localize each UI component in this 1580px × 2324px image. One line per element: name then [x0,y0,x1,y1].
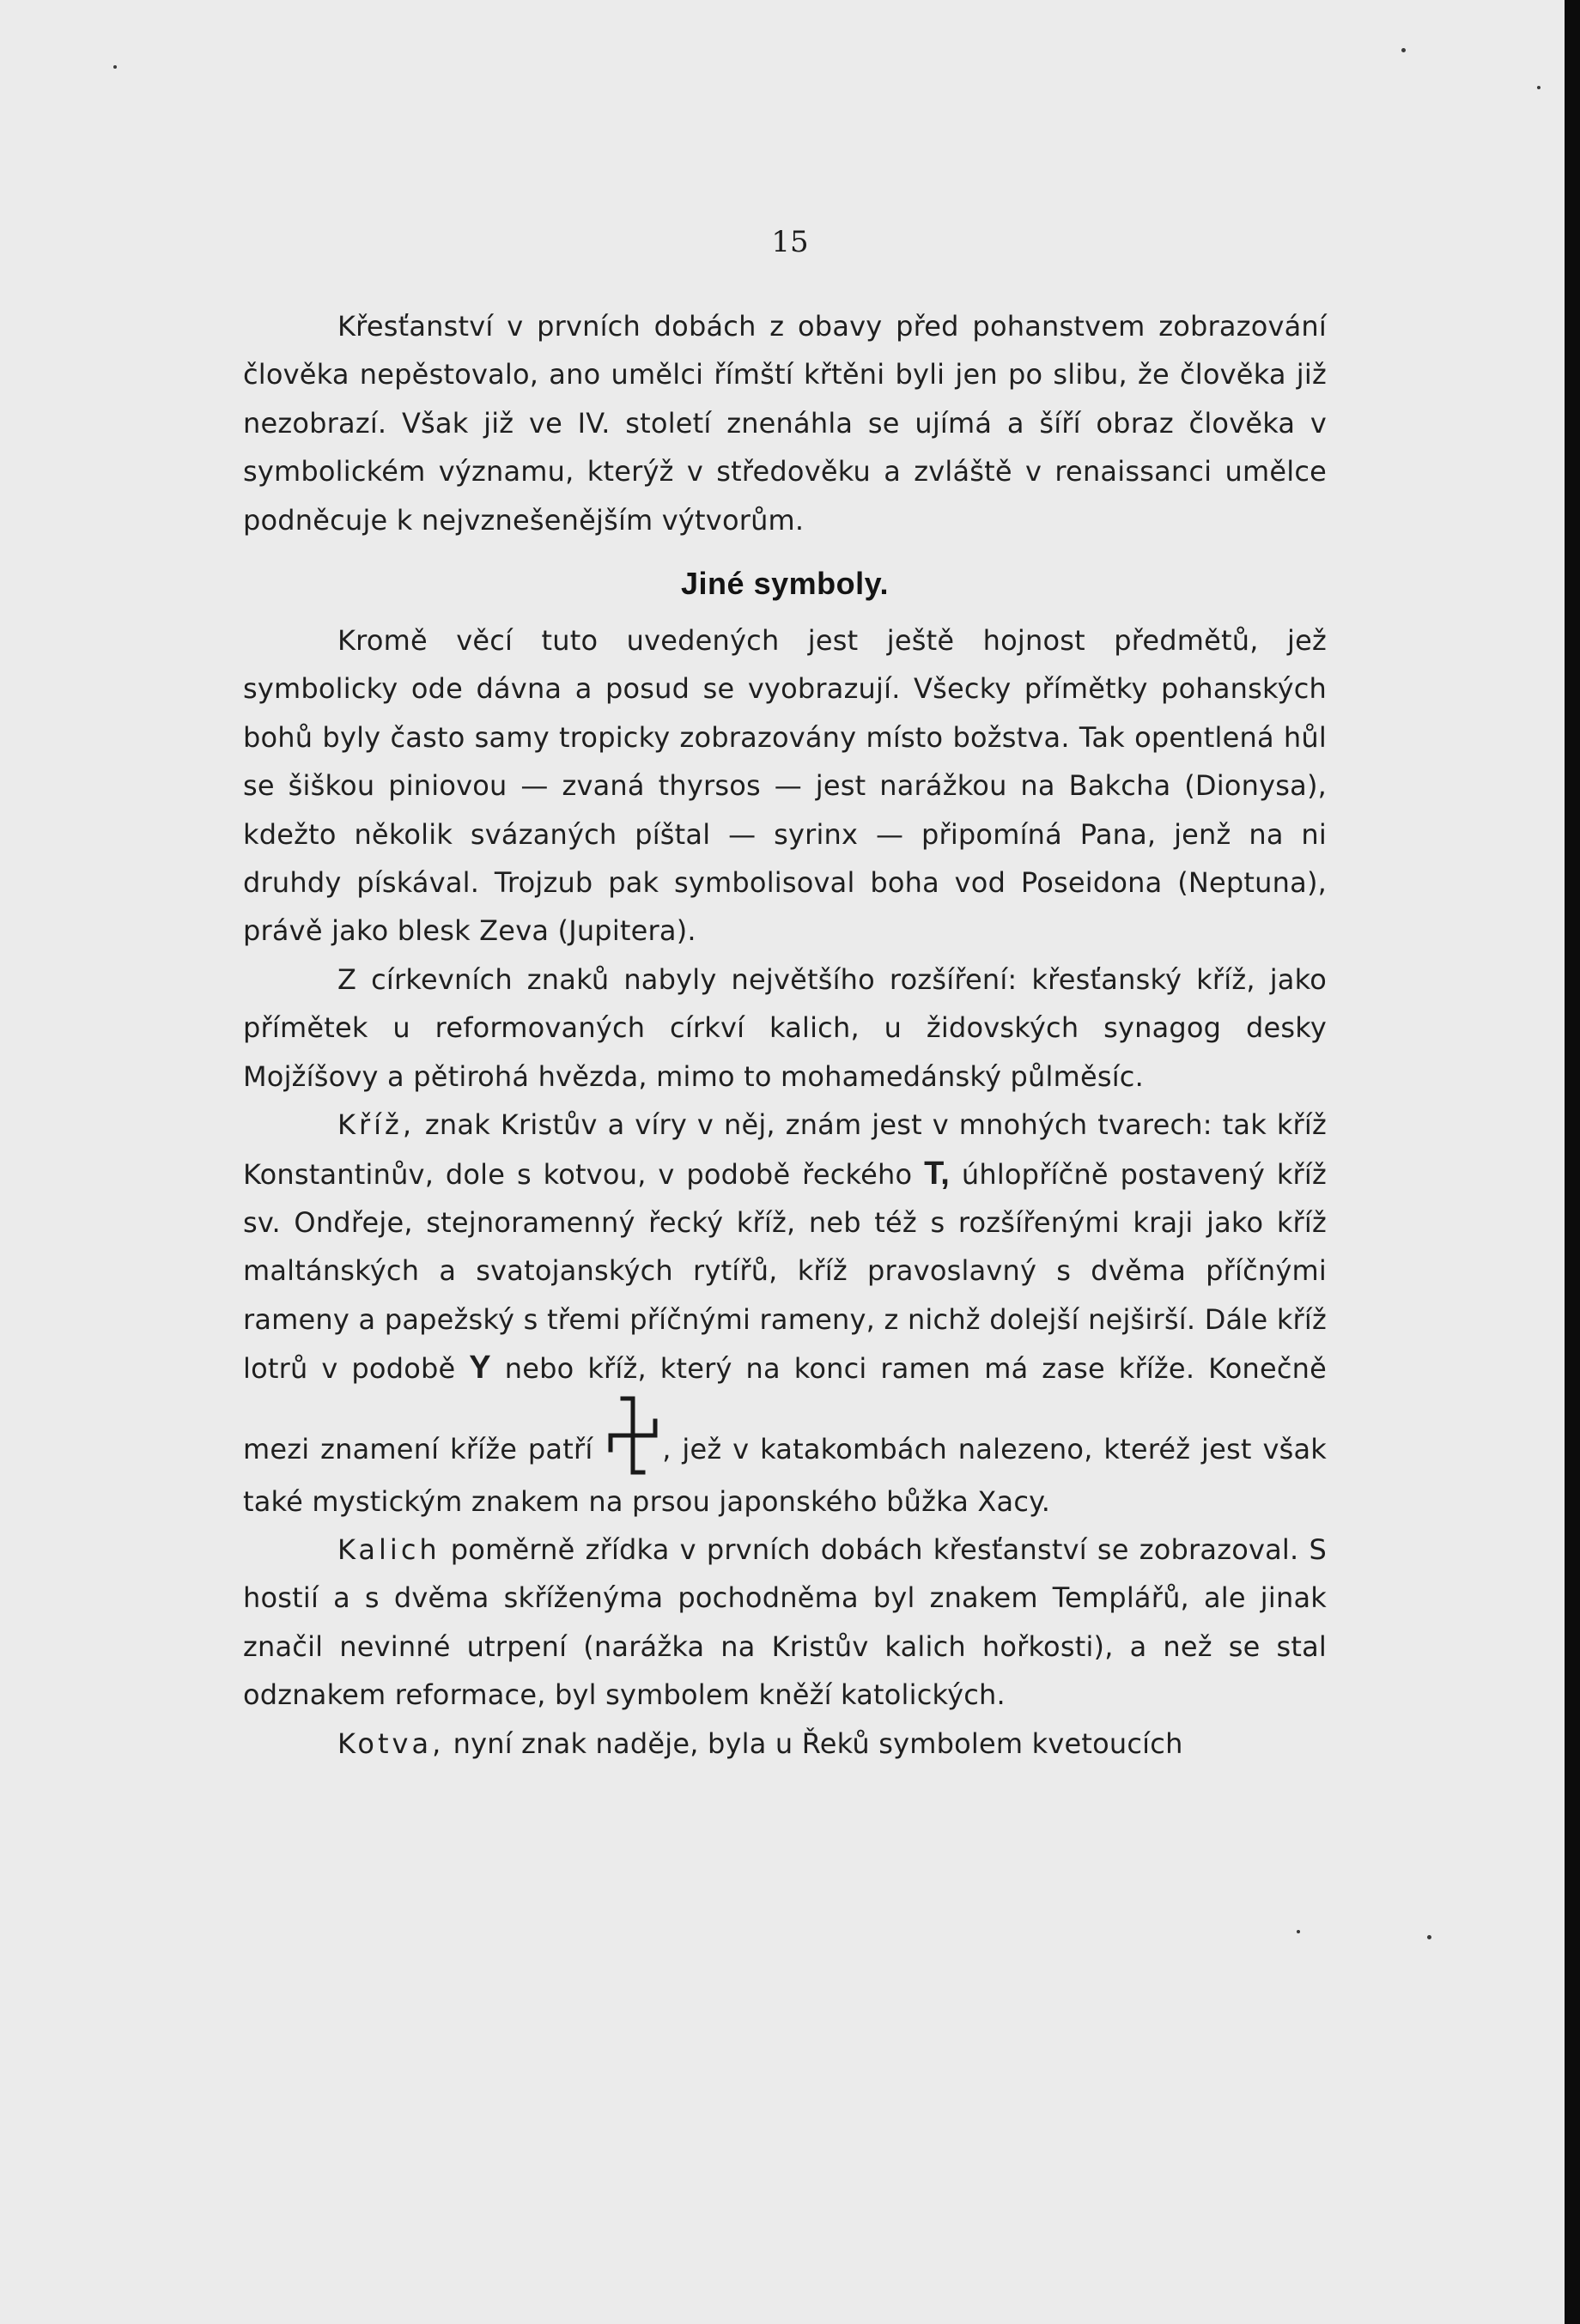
term-anchor: Kotva, [337,1726,445,1760]
cross-text-b: úhlopříčně postavený kříž sv. Ondřeje, stejnoramenný řecký kříž, neb též s rozšířenými kraji jako kříž maltánských a svatojanských rytířů, kříž pravoslavný s dvěma příčnými rameny a papežský s třemi příčnými rameny, z nichž dolejší nejširší. Dále kříž lotrů v podobě [243,1157,1327,1386]
print-speck [1297,1930,1300,1933]
print-speck [1427,1935,1431,1939]
cross-text-c: nebo kříž, který na konci ramen má zase kříže. Konečně mezi znamení kříže patří [243,1352,1328,1465]
scan-border [1565,0,1580,2324]
paragraph-anchor [243,1720,1327,1768]
swastika-cross-icon [605,1393,660,1478]
paragraph-chalice [243,1526,1327,1720]
paragraph-cross [243,1101,1327,1526]
print-speck [1401,48,1406,52]
paragraph-church-signs: Z církevních znaků nabyly největšího rozšíření: křesťanský kříž, jako přímětek u reformovaných církví kalich, u židovských synagog desky Mojžíšovy a pětirohá hvězda, mimo to mohamedánský půlměsíc. [243,962,1327,1093]
print-speck [1537,86,1540,89]
print-speck [113,65,117,69]
section-heading: Jiné symboly. [681,566,889,602]
cross-text-a: znak Kristův a víry v něj, znám jest v mnohých tvarech: tak kříž Konstantinův, dole s kotvou, v podobě řeckého [243,1108,1327,1191]
anchor-text: nyní znak naděje, byla u Řeků symbolem kvetoucích [444,1726,1183,1760]
body-text [243,302,1327,1768]
paragraph-other-symbols: Kromě věcí tuto uvedených jest ještě hojnost předmětů, jež symbolicky ode dávna a posud se vyobrazují. Všecky přímětky pohanských bohů byly často samy tropicky zobrazovány místo božstva. Tak opentlená hůl se šiškou piniovou — zvaná thyrsos — jest narážkou na Bakcha (Dionysa), kdežto několik svázaných píštal — syrinx — připomíná Pana, jenž na ni druhdy pískával. Trojzub pak symbolisoval boha vod Poseidona (Neptuna), právě jako blesk Zeva (Jupitera). [243,624,1327,948]
cross-text-d: , jež v katakombách nalezeno, kteréž jest však také mystickým znakem na prsou japonského bůžka Xacy. [243,1432,1328,1518]
page-number: 15 [771,225,809,259]
term-chalice: Kalich [337,1532,441,1566]
y-glyph: Y [469,1350,491,1387]
tau-glyph: T, [924,1155,951,1192]
term-cross: Kříž, [337,1108,415,1142]
chalice-text: poměrně zřídka v prvních dobách křesťanství se zobrazoval. S hostií a s dvěma skříženýma pochodněma byl znakem Templářů, ale jinak značil nevinné utrpení (narážka na Kristův kalich hořkosti), a než se stal odznakem reformace, byl symbolem kněží katolických. [243,1532,1327,1712]
paragraph-christianity-image: Křesťanství v prvních dobách z obavy před pohanstvem zobrazování člověka nepěstovalo, ano umělci římští křtěni byli jen po slibu, že člověka již nezobrazí. Však již ve IV. století znenáhla se ujímá a šíří obraz člověka v symbolickém významu, kterýž v středověku a zvláště v renaissanci umělce podněcuje k nejvznešenějším výtvorům. [243,310,1327,537]
